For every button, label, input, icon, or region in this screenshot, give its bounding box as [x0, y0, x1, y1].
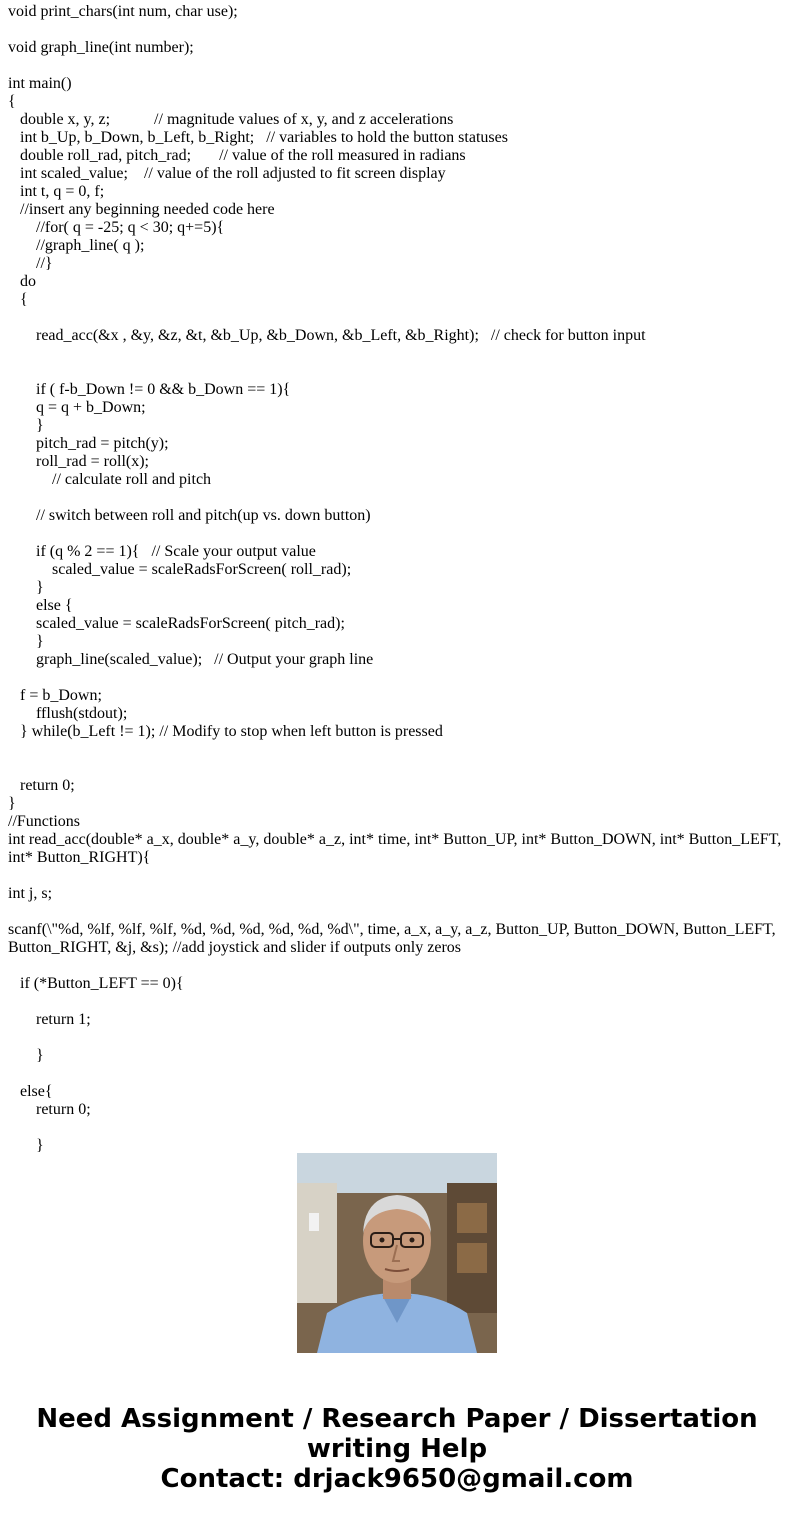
code-line: do [8, 273, 36, 290]
code-line: void print_chars(int num, char use); [8, 3, 238, 20]
code-listing [8, 3, 788, 1154]
code-line [8, 345, 788, 363]
code-line: read_acc(&x , &y, &z, &t, &b_Up, &b_Down, &b_Left, &b_Right); // check for button input [8, 327, 646, 344]
code-line: return 0; [8, 777, 75, 794]
code-line: //graph_line( q ); [8, 237, 145, 254]
code-line: graph_line(scaled_value); // Output your graph line [8, 651, 374, 668]
code-line [8, 21, 788, 39]
code-line: } [8, 1047, 44, 1064]
code-line [8, 759, 788, 777]
code-line: else { [8, 597, 73, 614]
code-line: if (q % 2 == 1){ // Scale your output value [8, 543, 316, 560]
code-line: if ( f-b_Down != 0 && b_Down == 1){ [8, 381, 291, 398]
promo-line-help: Need Assignment / Research Paper / Dissertation writing Help [36, 1404, 758, 1464]
code-line: double roll_rad, pitch_rad; // value of the roll measured in radians [8, 147, 466, 164]
code-line [8, 993, 788, 1011]
code-line: pitch_rad = pitch(y); [8, 435, 169, 452]
code-line: scaled_value = scaleRadsForScreen( pitch_rad); [8, 615, 345, 632]
promo-line-contact: Contact: drjack9650@gmail.com [160, 1464, 634, 1494]
code-line [8, 363, 788, 381]
code-line: f = b_Down; [8, 687, 102, 704]
code-line [8, 309, 788, 327]
code-line [8, 1119, 788, 1137]
code-line: return 0; [8, 1101, 91, 1118]
code-line: int scaled_value; // value of the roll adjusted to fit screen display [8, 165, 446, 182]
code-line: int main() [8, 75, 72, 92]
code-line [8, 57, 788, 75]
code-line: } while(b_Left != 1); // Modify to stop when left button is pressed [8, 723, 443, 740]
promo-banner [0, 1404, 794, 1494]
code-line: } [8, 1137, 44, 1154]
code-line [8, 741, 788, 759]
code-line: else{ [8, 1083, 53, 1100]
person-photo-icon [297, 1153, 497, 1353]
code-line: int b_Up, b_Down, b_Left, b_Right; // variables to hold the button statuses [8, 129, 508, 146]
code-line: void graph_line(int number); [8, 39, 194, 56]
code-line [8, 1029, 788, 1047]
code-line: roll_rad = roll(x); [8, 453, 149, 470]
code-line: return 1; [8, 1011, 91, 1028]
code-line [8, 903, 788, 921]
code-line [8, 867, 788, 885]
code-line: //Functions [8, 813, 81, 830]
code-line: q = q + b_Down; [8, 399, 146, 416]
code-line: } [8, 579, 44, 596]
code-line: //insert any beginning needed code here [8, 201, 275, 218]
code-line: } [8, 417, 44, 434]
code-line [8, 525, 788, 543]
code-line [8, 489, 788, 507]
code-line: } [8, 795, 16, 812]
code-line: } [8, 633, 44, 650]
code-line: scanf(\"%d, %lf, %lf, %lf, %d, %d, %d, %d, %d, %d\", time, a_x, a_y, a_z, Button_UP, Button_DOWN, Button_LEFT, Button_RIGHT, &j, &s); //add joystick and slider if outputs only zeros [8, 921, 780, 956]
code-line: if (*Button_LEFT == 0){ [8, 975, 184, 992]
code-line [8, 669, 788, 687]
code-line [8, 1065, 788, 1083]
code-line: double x, y, z; // magnitude values of x, y, and z accelerations [8, 111, 454, 128]
code-line: // calculate roll and pitch [8, 471, 212, 488]
code-line: //} [8, 255, 53, 272]
code-line: scaled_value = scaleRadsForScreen( roll_rad); [8, 561, 352, 578]
code-line: // switch between roll and pitch(up vs. down button) [8, 507, 371, 524]
code-line: fflush(stdout); [8, 705, 128, 722]
code-line: { [8, 93, 16, 110]
author-avatar [297, 1153, 497, 1353]
code-line: { [8, 291, 28, 308]
code-line [8, 957, 788, 975]
code-line: int read_acc(double* a_x, double* a_y, double* a_z, int* time, int* Button_UP, int* Button_DOWN, int* Button_LEFT, int* Button_RIGHT){ [8, 831, 786, 866]
code-line: //for( q = -25; q < 30; q+=5){ [8, 219, 225, 236]
code-line: int j, s; [8, 885, 53, 902]
code-line: int t, q = 0, f; [8, 183, 105, 200]
